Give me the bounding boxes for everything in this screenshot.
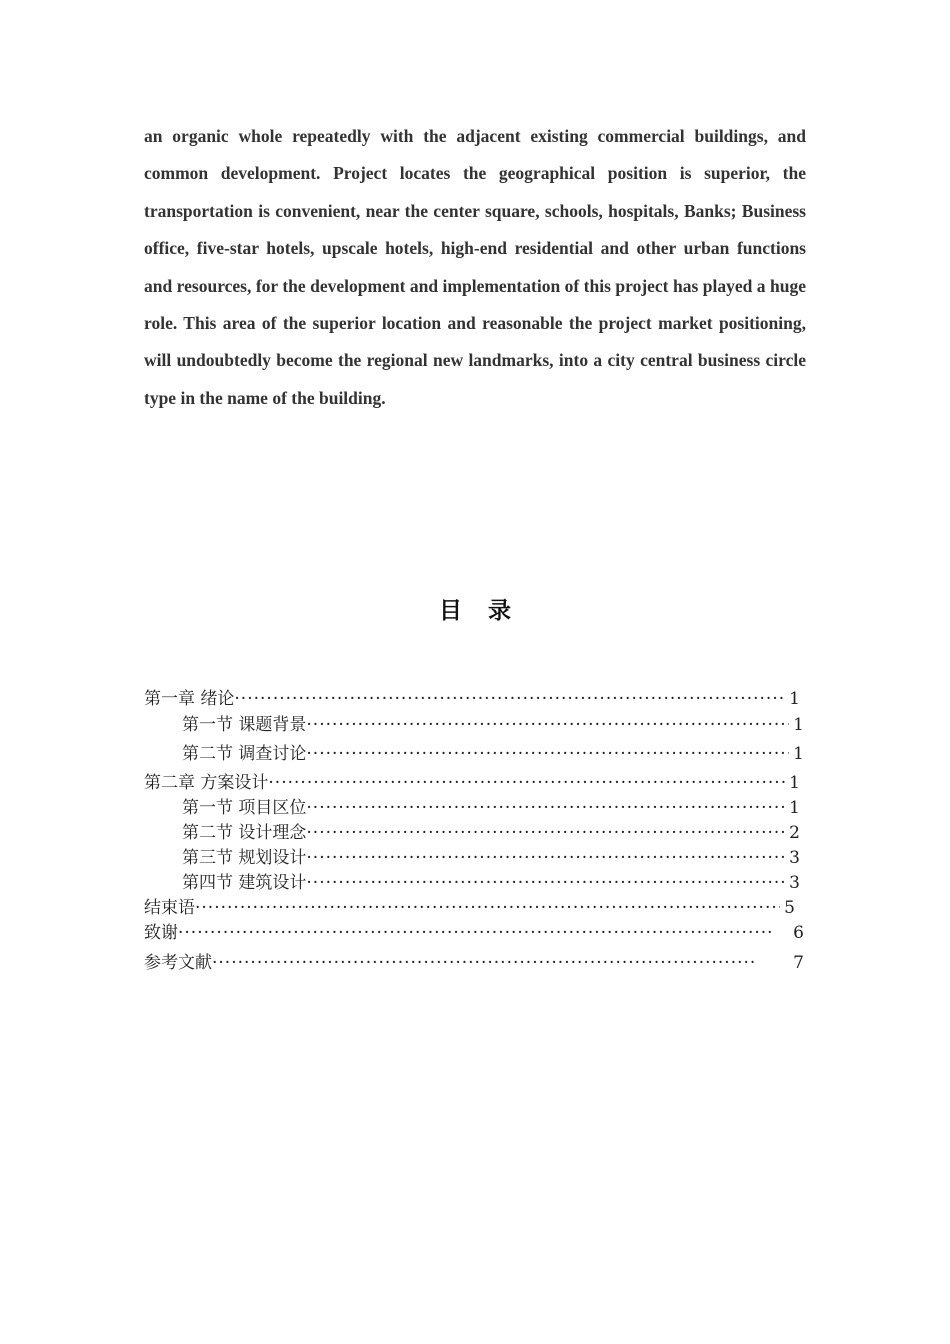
toc-entry-label: 结束语 (144, 898, 195, 918)
toc-entry-chapter-1[interactable] (144, 684, 800, 709)
toc-page-number: 3 (789, 873, 800, 893)
toc-entry-section-2-3[interactable] (182, 843, 800, 868)
toc-leader-dots (195, 898, 780, 918)
abstract-paragraph: an organic whole repeatedly with the adjacent existing commercial buildings, and common development. Project locates the geographical position is superior, the transportation is convenient, near the center square, schools, hospitals, Banks; Business office, five-star hotels, upscale hotels, high-end residential and other urban functions and resources, for the development and implementation of this project has played a huge role. This area of the superior location and reasonable the project market positioning, will undoubtedly become the regional new landmarks, into a city central business circle type in the name of the building. (144, 126, 806, 408)
toc-entry-label: 第二节 设计理念 (182, 823, 307, 843)
toc-entry-section-2-4[interactable] (182, 868, 800, 893)
toc-entry-label: 第一章 绪论 (144, 689, 235, 709)
toc-leader-dots (234, 689, 785, 709)
toc-page-number: 2 (789, 823, 800, 843)
toc-entry-label: 致谢 (144, 923, 178, 943)
toc-entry-label: 第二章 方案设计 (144, 773, 269, 793)
toc-entry-references[interactable] (144, 948, 804, 973)
toc-page-number: 1 (793, 715, 804, 735)
toc-page-number: 3 (789, 848, 800, 868)
toc-page-number: 5 (784, 898, 795, 918)
toc-entry-chapter-2[interactable] (144, 768, 800, 793)
toc-entry-section-1-2[interactable] (182, 739, 804, 764)
toc-entry-conclusion[interactable] (144, 893, 795, 918)
toc-entry-label: 第一节 课题背景 (182, 715, 307, 735)
toc-entry-label: 参考文献 (144, 953, 212, 973)
toc-entry-label: 第二节 调查讨论 (182, 744, 307, 764)
toc-entry-label: 第四节 建筑设计 (182, 873, 307, 893)
toc-entry-label: 第三节 规划设计 (182, 848, 307, 868)
toc-leader-dots (268, 773, 785, 793)
toc-leader-dots (306, 823, 785, 843)
toc-entry-label: 第一节 项目区位 (182, 798, 307, 818)
toc-leader-dots (306, 715, 789, 735)
toc-leader-dots (212, 953, 755, 973)
toc-entry-section-2-2[interactable] (182, 818, 800, 843)
toc-entry-section-2-1[interactable] (182, 793, 800, 818)
toc-leader-dots (306, 848, 785, 868)
toc-page-number: 6 (793, 923, 804, 943)
toc-page-number: 7 (793, 953, 804, 973)
toc-page-number: 1 (789, 798, 800, 818)
toc-entry-acknowledgements[interactable] (144, 918, 804, 943)
toc-leader-dots (306, 744, 789, 764)
toc-entry-section-1-1[interactable] (182, 710, 804, 735)
toc-leader-dots (178, 923, 775, 943)
toc-page-number: 1 (789, 689, 800, 709)
toc-leader-dots (306, 873, 785, 893)
toc-page-number: 1 (793, 744, 804, 764)
toc-leader-dots (306, 798, 785, 818)
toc-title: 目录 (439, 598, 537, 624)
toc-page-number: 1 (789, 773, 800, 793)
